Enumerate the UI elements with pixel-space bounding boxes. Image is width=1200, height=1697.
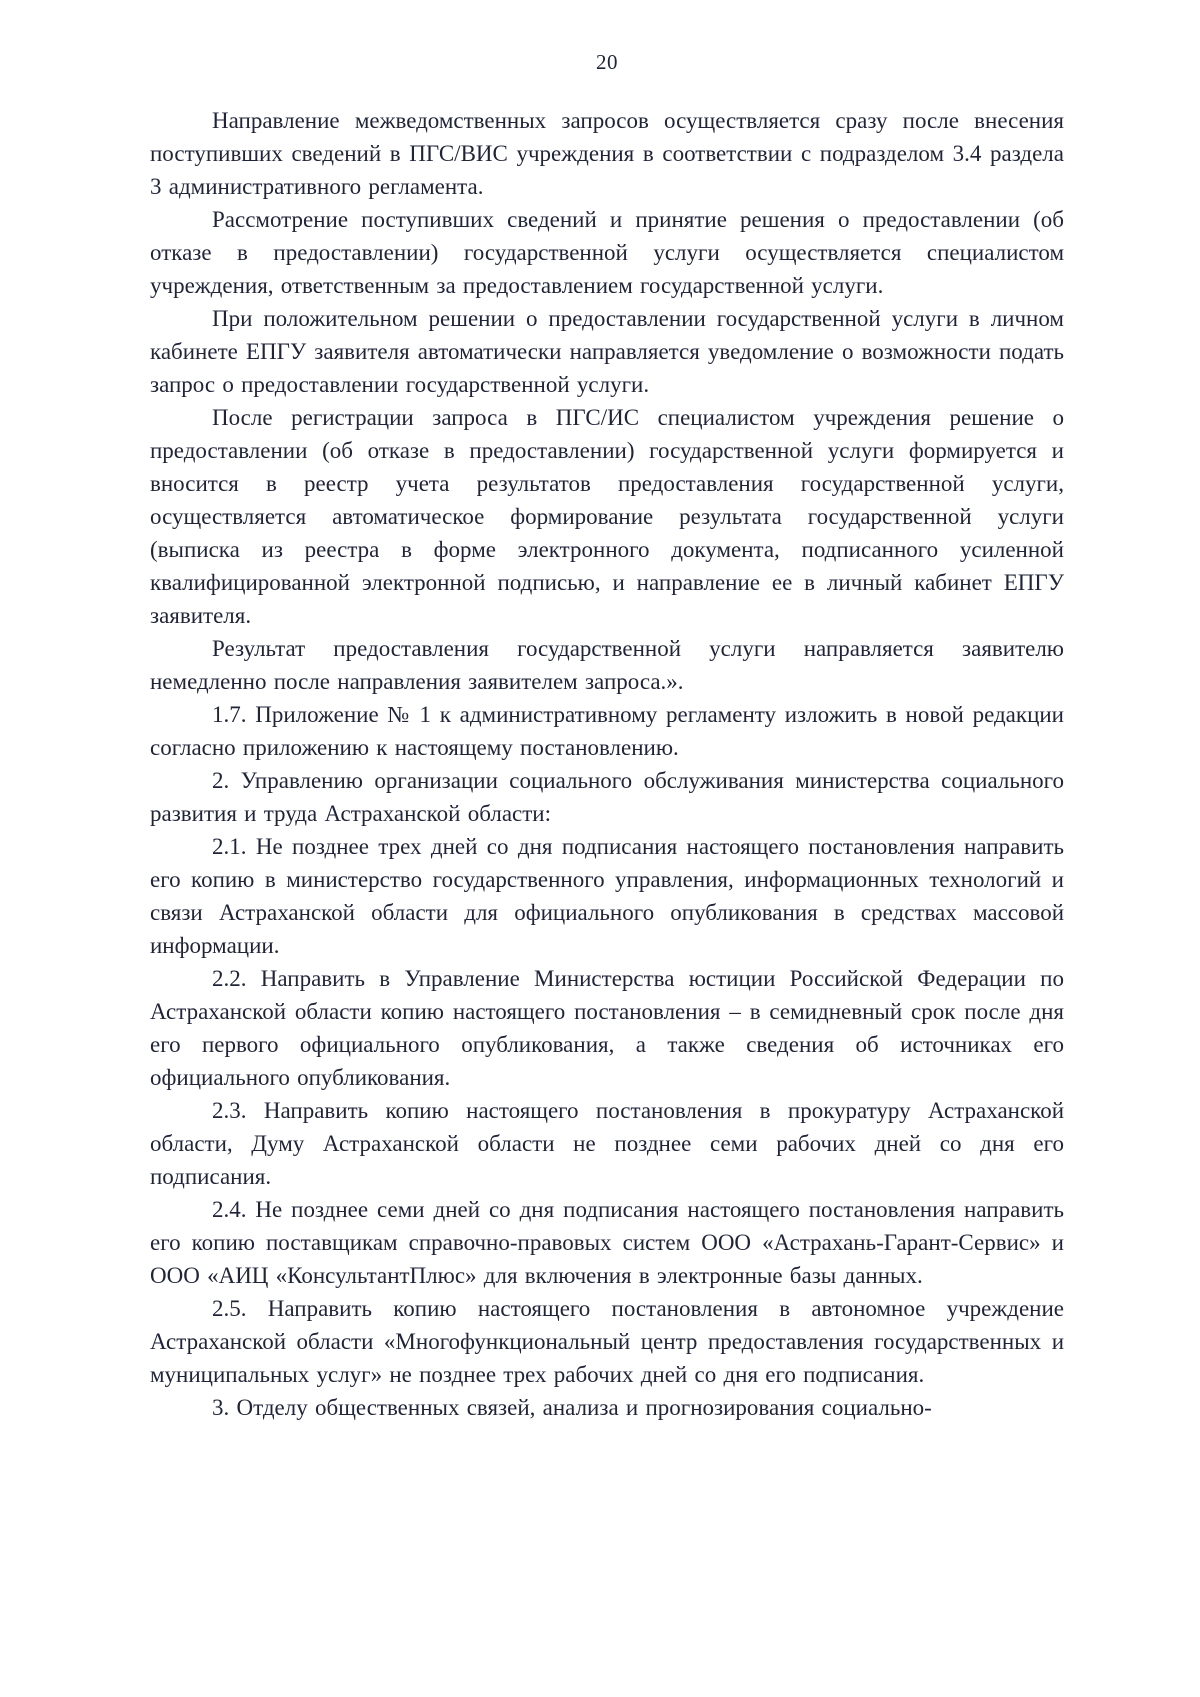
paragraph-2-3-prokuratura: 2.3. Направить копию настоящего постановления в прокуратуру Астраханской области, Думу Астраханской области не позднее семи рабочих дней со дня его подписания. bbox=[150, 1098, 1064, 1189]
paragraph-1-7-prilozhenie: 1.7. Приложение № 1 к административному регламенту изложить в новой редакции согласно приложению к настоящему постановлению. bbox=[150, 702, 1064, 760]
paragraph-mezhvedomstvennye-zaprosy: Направление межведомственных запросов осуществляется сразу после внесения поступивших сведений в ПГС/ВИС учреждения в соответствии с подразделом 3.4 раздела 3 административного регламента. bbox=[150, 108, 1064, 199]
paragraph-3-otdel-svyazey: 3. Отделу общественных связей, анализа и прогнозирования социально- bbox=[212, 1395, 932, 1420]
paragraph-2-2-upravlenie-yustitsii: 2.2. Направить в Управление Министерства юстиции Российской Федерации по Астраханской области копию настоящего постановления – в семидневный срок после дня его первого официального опубликования, а также сведения об источниках его официального опубликования. bbox=[150, 966, 1064, 1090]
paragraph-rassmotrenie-svedeniy: Рассмотрение поступивших сведений и принятие решения о предоставлении (об отказе в предоставлении) государственной услуги осуществляется специалистом учреждения, ответственным за предоставлением государственной услуги. bbox=[150, 207, 1064, 298]
paragraph-2-1-napravit-kopiyu: 2.1. Не позднее трех дней со дня подписания настоящего постановления направить его копию в министерство государственного управления, информационных технологий и связи Астраханской области для официального опубликования в средствах массовой информации. bbox=[150, 834, 1064, 958]
document-body bbox=[150, 104, 1064, 1424]
page-number: 20 bbox=[596, 50, 618, 74]
paragraph-polozhitelnoe-reshenie: При положительном решении о предоставлении государственной услуги в личном кабинете ЕПГУ заявителя автоматически направляется уведомление о возможности подать запрос о предоставлении государственной услуги. bbox=[150, 306, 1064, 397]
paragraph-rezultat-predostavleniya: Результат предоставления государственной услуги направляется заявителю немедленно после направления заявителем запроса.». bbox=[150, 636, 1064, 694]
paragraph-2-4-postavshchiki-sistem: 2.4. Не позднее семи дней со дня подписания настоящего постановления направить его копию поставщикам справочно-правовых систем ООО «Астрахань-Гарант-Сервис» и ООО «АИЦ «КонсультантПлюс» для включения в электронные базы данных. bbox=[150, 1197, 1064, 1288]
paragraph-registratsiya-zaprosa: После регистрации запроса в ПГС/ИС специалистом учреждения решение о предоставлении (об отказе в предоставлении) государственной услуги формируется и вносится в реестр учета результатов предоставления государственной услуги, осуществляется автоматическое формирование результата государственной услуги (выписка из реестра в форме электронного документа, подписанного усиленной квалифицированной электронной подписью, и направление ее в личный кабинет ЕПГУ заявителя. bbox=[150, 405, 1064, 628]
paragraph-2-5-mfc: 2.5. Направить копию настоящего постановления в автономное учреждение Астраханской области «Многофункциональный центр предоставления государственных и муниципальных услуг» не позднее трех рабочих дней со дня его подписания. bbox=[150, 1296, 1064, 1387]
paragraph-2-upravleniyu: 2. Управлению организации социального обслуживания министерства социального развития и труда Астраханской области: bbox=[150, 768, 1064, 826]
